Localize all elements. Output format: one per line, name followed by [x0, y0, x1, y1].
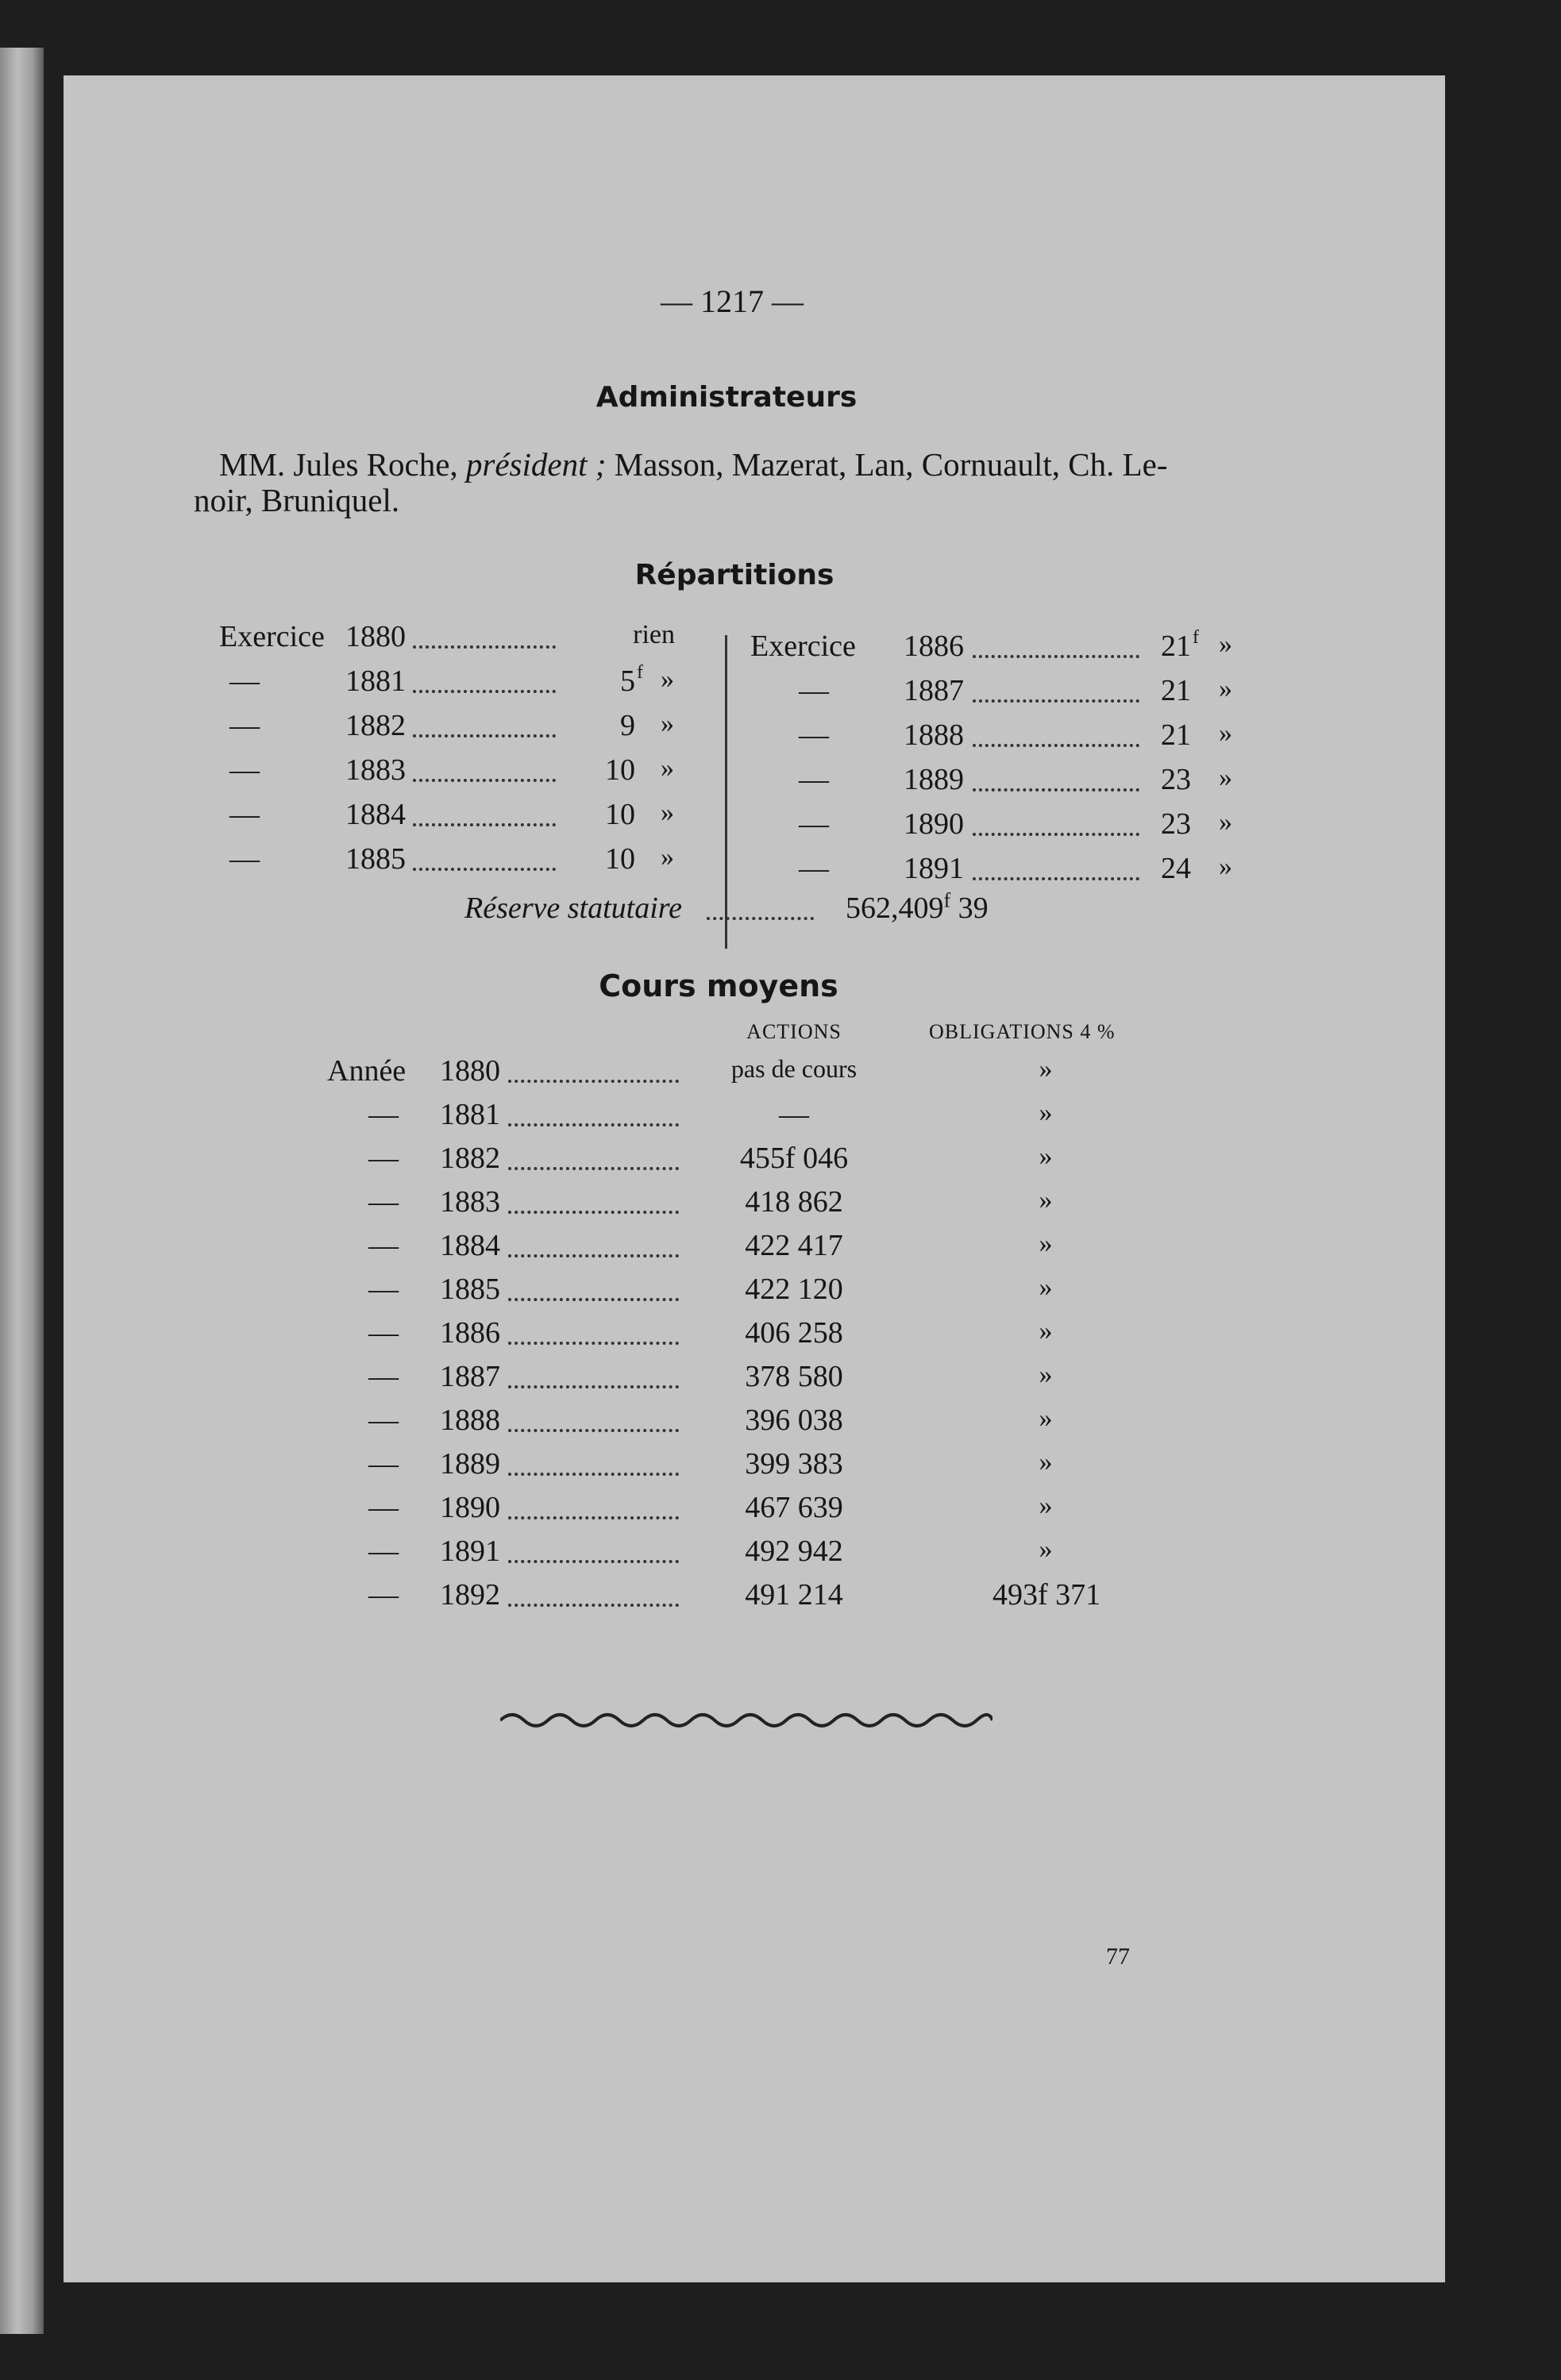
ditto-dash: — — [799, 852, 829, 885]
year-label: Année — [327, 1054, 407, 1088]
dot-leader — [413, 868, 556, 871]
unit-mark: » — [1219, 763, 1232, 792]
ditto-dash: — — [229, 842, 260, 876]
ditto-dash: — — [368, 1360, 399, 1393]
repartition-year: 1890 — [904, 807, 964, 841]
ditto-dash: — — [799, 763, 829, 796]
document-page — [64, 75, 1445, 2282]
repartition-year: 1889 — [904, 763, 964, 796]
ditto-dash: — — [229, 753, 260, 787]
book-edge — [0, 48, 44, 2334]
obligations-value: » — [1039, 1447, 1053, 1477]
dot-leader — [508, 1429, 679, 1432]
repartition-value: 10 — [605, 753, 635, 787]
dot-leader — [973, 833, 1139, 836]
repartition-value: 21 — [1161, 718, 1191, 752]
dot-leader — [973, 877, 1139, 880]
repartition-year: 1887 — [904, 674, 964, 707]
cours-year: 1884 — [440, 1229, 500, 1262]
ditto-dash: — — [368, 1142, 399, 1175]
cours-year: 1887 — [440, 1360, 500, 1393]
cours-year: 1881 — [440, 1098, 500, 1131]
cours-year: 1885 — [440, 1273, 500, 1306]
reserve-value-dec: 39 — [958, 892, 989, 925]
repartition-value: 23 — [1161, 807, 1191, 841]
unit-mark: » — [661, 842, 674, 872]
actions-value: 491 214 — [745, 1578, 843, 1612]
repartition-year: 1880 — [345, 620, 406, 653]
obligations-value: » — [1039, 1360, 1053, 1389]
cours-year: 1890 — [440, 1491, 500, 1524]
repartition-year: 1882 — [345, 709, 406, 742]
repartition-year: 1891 — [904, 852, 964, 885]
franc-mark: f — [1193, 627, 1199, 648]
obligations-value: » — [1039, 1491, 1053, 1520]
franc-mark: f — [637, 662, 643, 683]
ditto-dash: — — [229, 664, 260, 698]
actions-value: 422 120 — [745, 1273, 843, 1306]
page-number: — 1217 — — [661, 283, 804, 319]
ditto-dash: — — [368, 1447, 399, 1481]
obligations-value: » — [1039, 1142, 1053, 1171]
repartition-value: 24 — [1161, 852, 1191, 885]
repartition-year: 1888 — [904, 718, 964, 752]
column-divider — [725, 635, 727, 949]
dot-leader — [973, 655, 1139, 658]
unit-mark: » — [1219, 674, 1232, 703]
cours-year: 1882 — [440, 1142, 500, 1175]
dot-leader — [508, 1516, 679, 1519]
obligations-value: » — [1039, 1054, 1053, 1084]
repartition-value: 21 — [1161, 630, 1191, 663]
ditto-dash: — — [799, 718, 829, 752]
dot-leader — [973, 699, 1139, 703]
actions-value: pas de cours — [730, 1054, 858, 1083]
obligations-value: » — [1039, 1404, 1053, 1433]
obligations-value: » — [1039, 1273, 1053, 1302]
repartition-value: 21 — [1161, 674, 1191, 707]
repartition-year: 1883 — [345, 753, 406, 787]
actions-value: 378 580 — [745, 1360, 843, 1393]
dot-leader — [508, 1473, 679, 1476]
actions-value: 455f 046 — [739, 1142, 849, 1175]
actions-value: 406 258 — [745, 1316, 843, 1350]
obligations-value: » — [1039, 1316, 1053, 1346]
repartition-year: 1881 — [345, 664, 406, 698]
dot-leader — [508, 1385, 679, 1388]
repartition-year: 1886 — [904, 630, 964, 663]
cours-year: 1883 — [440, 1185, 500, 1219]
exercice-label: Exercice — [750, 630, 856, 663]
dot-leader — [413, 690, 556, 693]
unit-mark: » — [1219, 852, 1232, 881]
dot-leader — [508, 1298, 679, 1301]
actions-value: 418 862 — [745, 1185, 843, 1219]
actions-value: 492 942 — [745, 1535, 843, 1568]
unit-mark: » — [1219, 630, 1232, 659]
dot-leader — [508, 1560, 679, 1563]
dot-leader — [413, 779, 556, 782]
dot-leader — [508, 1604, 679, 1607]
repartition-value: 9 — [620, 709, 635, 742]
unit-mark: » — [661, 664, 674, 694]
repartition-value: 23 — [1161, 763, 1191, 796]
actions-value: 399 383 — [745, 1447, 843, 1481]
ditto-dash: — — [799, 674, 829, 707]
actions-value: 396 038 — [745, 1404, 843, 1437]
dot-leader — [413, 645, 556, 649]
cours-year: 1886 — [440, 1316, 500, 1350]
administrateurs-line-2: noir, Bruniquel. — [194, 482, 400, 518]
unit-mark: » — [661, 709, 674, 738]
ditto-dash: — — [368, 1491, 399, 1524]
dot-leader — [973, 788, 1139, 791]
ditto-dash: — — [229, 798, 260, 831]
actions-value: — — [779, 1098, 809, 1131]
reserve-value — [846, 888, 989, 925]
cours-year: 1892 — [440, 1578, 500, 1612]
unit-mark: » — [1219, 718, 1232, 748]
ditto-dash: — — [368, 1098, 399, 1131]
ditto-dash: — — [368, 1273, 399, 1306]
actions-column-header: ACTIONS — [746, 1020, 842, 1043]
repartitions-heading: Répartitions — [634, 559, 834, 591]
obligations-value: » — [1039, 1535, 1053, 1564]
ditto-dash: — — [799, 807, 829, 841]
exercice-label: Exercice — [219, 620, 325, 653]
repartition-value: 10 — [605, 842, 635, 876]
repartition-year: 1884 — [345, 798, 406, 831]
reserve-value-int: 562,409 — [846, 892, 944, 925]
administrateurs-names: Masson, Mazerat, Lan, Cornuault, Ch. Le- — [614, 446, 1168, 483]
president-title: président ; — [465, 446, 607, 483]
ditto-dash: — — [368, 1404, 399, 1437]
dot-leader — [973, 744, 1139, 747]
dot-leader — [508, 1211, 679, 1214]
signature-mark: 77 — [1106, 1943, 1130, 1970]
cours-year: 1891 — [440, 1535, 500, 1568]
obligations-value: 493f 371 — [992, 1578, 1101, 1612]
repartition-value: 10 — [605, 798, 635, 831]
dot-leader — [508, 1167, 679, 1170]
administrateurs-line-1 — [219, 446, 1168, 483]
dot-leader — [508, 1123, 679, 1126]
decorative-ornament — [500, 1703, 992, 1735]
unit-mark: » — [661, 798, 674, 827]
cours-year: 1889 — [440, 1447, 500, 1481]
reserve-label: Réserve statutaire — [464, 892, 683, 925]
reserve-leader — [707, 917, 814, 920]
ditto-dash: — — [368, 1316, 399, 1350]
repartition-value: 5 — [620, 664, 635, 698]
obligations-value: » — [1039, 1185, 1053, 1215]
dot-leader — [508, 1342, 679, 1345]
dot-leader — [508, 1080, 679, 1083]
actions-value: 467 639 — [745, 1491, 843, 1524]
dot-leader — [508, 1254, 679, 1257]
dot-leader — [413, 734, 556, 737]
repartition-value: rien — [633, 620, 675, 649]
unit-mark: » — [661, 753, 674, 783]
dot-leader — [413, 823, 556, 826]
reserve-value-sup: f — [943, 888, 951, 912]
ditto-dash: — — [368, 1535, 399, 1568]
cours-year: 1888 — [440, 1404, 500, 1437]
ditto-dash: — — [368, 1229, 399, 1262]
cours-heading: Cours moyens — [599, 969, 838, 1003]
actions-value: 422 417 — [745, 1229, 843, 1262]
administrateurs-prefix: MM. Jules Roche, — [219, 446, 458, 483]
obligations-value: » — [1039, 1098, 1053, 1127]
ditto-dash: — — [368, 1578, 399, 1612]
ditto-dash: — — [368, 1185, 399, 1219]
repartition-year: 1885 — [345, 842, 406, 876]
obligations-value: » — [1039, 1229, 1053, 1258]
administrateurs-heading: Administrateurs — [595, 381, 858, 414]
ditto-dash: — — [229, 709, 260, 742]
obligations-column-header: OBLIGATIONS 4 % — [929, 1020, 1116, 1043]
cours-year: 1880 — [440, 1054, 500, 1088]
unit-mark: » — [1219, 807, 1232, 837]
